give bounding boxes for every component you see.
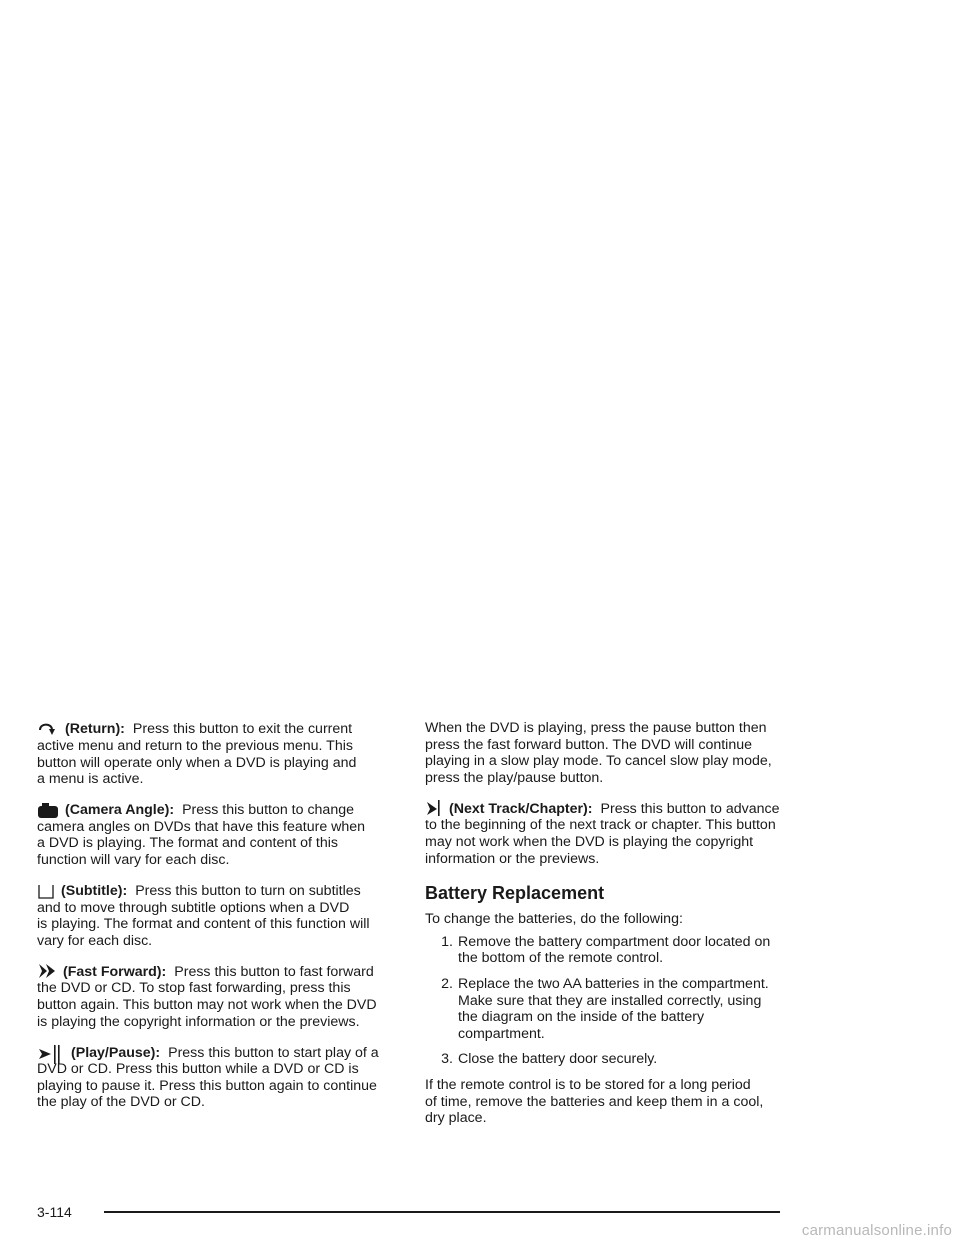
battery-steps-list bbox=[425, 934, 780, 1068]
return-entry bbox=[37, 720, 392, 788]
fast-forward-term: (Fast Forward): bbox=[63, 963, 167, 980]
steps-intro: To change the batteries, do the following: bbox=[425, 911, 683, 928]
return-desc-line: button will operate only when a DVD is playing and bbox=[37, 754, 357, 771]
play-pause-term: (Play/Pause): bbox=[71, 1044, 161, 1061]
paragraph-line: When the DVD is playing, press the pause button then bbox=[425, 720, 767, 736]
return-desc-line: active menu and return to the previous menu. This bbox=[37, 738, 353, 754]
watermark: carmanualsonline.info bbox=[801, 1222, 952, 1239]
step-line: compartment. bbox=[458, 1025, 545, 1042]
subtitle-entry bbox=[37, 882, 392, 950]
step-line: Replace the two AA batteries in the compartment. bbox=[458, 975, 769, 992]
next-track-desc-line: to the beginning of the next track or chapter. This button bbox=[425, 817, 776, 834]
return-icon bbox=[37, 720, 59, 738]
left-column bbox=[37, 720, 392, 1124]
subtitle-desc-line: and to move through subtitle options when a DVD bbox=[37, 899, 350, 916]
paragraph-line: press the play/pause button. bbox=[425, 769, 604, 786]
next-track-term: (Next Track/Chapter): bbox=[449, 800, 593, 817]
camera-angle-desc-line: camera angles on DVDs that have this feature when bbox=[37, 818, 366, 835]
next-track-entry bbox=[425, 799, 780, 867]
camera-angle-desc-line: function will vary for each disc. bbox=[37, 851, 230, 868]
camera-angle-desc-line: a DVD is playing. The format and content of this bbox=[37, 835, 338, 852]
storage-paragraph bbox=[425, 1077, 780, 1127]
fast-forward-desc-first: Press this button to fast forward bbox=[174, 963, 374, 980]
play-pause-entry bbox=[37, 1043, 392, 1111]
step-line: the diagram on the inside of the battery bbox=[458, 1009, 705, 1026]
step-number: 2. bbox=[441, 975, 453, 992]
camera-angle-entry bbox=[37, 801, 392, 869]
next-track-desc-line: information or the previews. bbox=[425, 850, 600, 867]
fast-forward-desc-line: button again. This button may not work when the DVD bbox=[37, 996, 377, 1013]
play-pause-desc-first: Press this button to start play of a bbox=[168, 1044, 379, 1061]
return-term: (Return): bbox=[65, 721, 125, 738]
fast-forward-entry bbox=[37, 962, 392, 1030]
step-number: 3. bbox=[441, 1051, 453, 1068]
fast-forward-icon bbox=[37, 962, 57, 980]
return-desc-line: a menu is active. bbox=[37, 771, 144, 788]
subtitle-desc-first: Press this button to turn on subtitles bbox=[135, 882, 361, 899]
camera-angle-term: (Camera Angle): bbox=[65, 802, 175, 819]
step-line: Remove the battery compartment door located on bbox=[458, 933, 771, 950]
camera-angle-desc-first: Press this button to change bbox=[182, 802, 354, 819]
step-line: Close the battery door securely. bbox=[458, 1051, 658, 1068]
right-column bbox=[425, 720, 780, 1140]
slow-play-paragraph bbox=[425, 720, 780, 786]
next-track-desc-first: Press this button to advance bbox=[600, 800, 780, 817]
play-pause-desc-line: DVD or CD. Press this button while a DVD or CD is bbox=[37, 1061, 359, 1078]
next-track-icon bbox=[425, 799, 443, 817]
fast-forward-desc-line: the DVD or CD. To stop fast forwarding, press this bbox=[37, 980, 351, 997]
footer-divider bbox=[104, 1211, 780, 1213]
list-item bbox=[425, 934, 780, 967]
subtitle-icon bbox=[37, 882, 55, 900]
step-line: Make sure that they are installed correctly, using bbox=[458, 992, 762, 1009]
paragraph-line: dry place. bbox=[425, 1110, 487, 1127]
play-pause-desc-line: the play of the DVD or CD. bbox=[37, 1094, 205, 1111]
paragraph-line: playing in a slow play mode. To cancel slow play mode, bbox=[425, 753, 772, 770]
paragraph-line: of time, remove the batteries and keep them in a cool, bbox=[425, 1093, 764, 1110]
paragraph-line: press the fast forward button. The DVD will continue bbox=[425, 736, 752, 753]
subtitle-desc-line: is playing. The format and content of this function will bbox=[37, 916, 370, 933]
step-line: the bottom of the remote control. bbox=[458, 950, 664, 967]
subtitle-desc-line: vary for each disc. bbox=[37, 932, 153, 949]
next-track-desc-line: may not work when the DVD is playing the copyright bbox=[425, 833, 754, 850]
subtitle-term: (Subtitle): bbox=[61, 882, 128, 899]
play-pause-desc-line: playing to pause it. Press this button again to continue bbox=[37, 1077, 377, 1094]
section-heading: Battery Replacement bbox=[425, 883, 605, 904]
fast-forward-desc-line: is playing the copyright information or the previews. bbox=[37, 1013, 360, 1030]
play-pause-icon bbox=[37, 1043, 65, 1061]
list-item bbox=[425, 976, 780, 1042]
list-item bbox=[425, 1051, 780, 1068]
step-number: 1. bbox=[441, 933, 453, 950]
camera-angle-icon bbox=[37, 801, 59, 819]
return-desc-first: Press this button to exit the current bbox=[132, 721, 353, 738]
page-number: 3-114 bbox=[37, 1204, 72, 1220]
paragraph-line: If the remote control is to be stored for a long period bbox=[425, 1076, 751, 1093]
